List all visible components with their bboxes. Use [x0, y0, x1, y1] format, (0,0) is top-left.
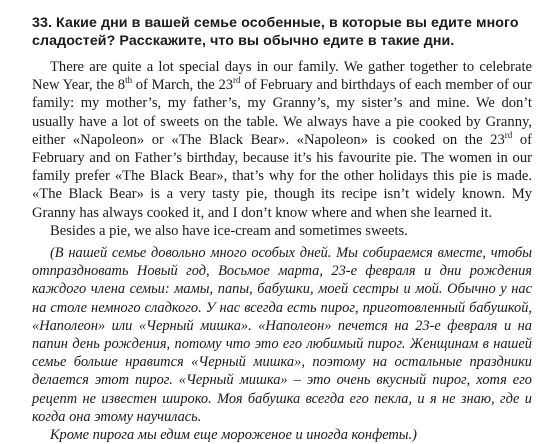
- english-paragraph-1: [32, 58, 532, 222]
- russian-translation-paragraph-1: (В нашей семье довольно много особых дней. Мы собираемся вместе, чтобы отпраздновать Новый год, Восьмое марта, 23-е февраля и дни рождения каждого члена семьи: мамы, папы, бабушки, моей сестры и мой. Обычно у нас на столе немного сладкого. У нас всегда есть пирог, приготовленный бабушкой, «Наполеон» или «Черный мишка». «Наполеон» печется на 23-е февраля и на папин день рождения, потому что это его любимый пирог. Женщинам в нашей семье больше нравится «Черный мишка», поэтому на остальные праздники делается этот пирог. «Черный мишка» – это очень вкусный пирог, хотя его рецепт не известен широко. Моя бабушка всегда его пекла, и я не знаю, где и когда она этому научилась.: [32, 245, 532, 425]
- english-text-part-1: There are quite a lot special days in our family. We gather together to celebrate New Year, the 8: [32, 59, 532, 94]
- superscript-th: th: [125, 75, 133, 86]
- exercise-question: Какие дни в вашей семье особенные, в которые вы едите много сладостей? Расскажите, что вы обычно едите в такие дни.: [32, 15, 519, 49]
- english-text-part-4: of February and on Father’s birthday, because it’s his favourite pie. The women in our family prefer «The Black Bear», that’s why for the other holidays this pie is made. «The Black Bear» is a very tasty pie, though its recipe isn’t widely known. My Granny has always cooked it, and I don’t know where and when she learned it.: [32, 131, 532, 221]
- exercise-number: 33.: [32, 15, 53, 31]
- english-paragraph-2: Besides a pie, we also have ice-cream and sometimes sweets.: [50, 222, 408, 239]
- english-text-part-2: of March, the 23: [132, 77, 234, 94]
- exercise-heading: [32, 14, 532, 50]
- russian-translation-paragraph-2: Кроме пирога мы едим еще мороженое и иногда конфеты.): [50, 427, 417, 444]
- superscript-rd-2: rd: [504, 129, 513, 140]
- english-text-part-3: of February and birthdays of each member of our family: my mother’s, my father’s, my Granny’s, my sister’s and mine. We don’t usually have a lot of sweets on the table. We always have a pie cooked by Granny, either «Napoleon» or «The Black Bear». «Napoleon» is cooked on the 23: [32, 77, 532, 148]
- superscript-rd: rd: [233, 75, 241, 86]
